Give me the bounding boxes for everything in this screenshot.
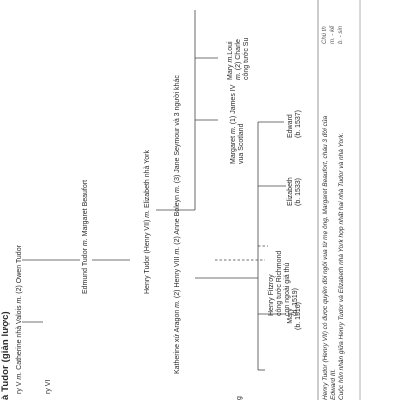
- fitzroy-note: con ngoài giá thú: [284, 262, 291, 316]
- marriage-symbol: m.: [144, 209, 151, 218]
- person-margaret-beaufort: Margaret Beaufort: [82, 179, 89, 237]
- person-charles-title: công tước Su: [243, 37, 250, 80]
- person-edmund-tudor: [82, 180, 90, 294]
- person-louis: Loui: [227, 41, 234, 55]
- person-henry-v: [16, 245, 24, 394]
- diagram-title: à Tudor (giản lược): [0, 311, 11, 400]
- marriage-symbol: m.: [174, 246, 181, 255]
- person-henry-viii: (2) Henry VIII: [174, 256, 181, 299]
- edward-birth: (b. 1537): [295, 109, 302, 138]
- person-jane-seymour-others: (3) Jane Seymour và 3 người khác: [174, 75, 181, 184]
- person-edmund-name: Edmund Tudor: [82, 248, 89, 294]
- person-mary-sister-name: Mary: [227, 64, 234, 80]
- person-elizabeth-york: Elizabeth nhà York: [144, 150, 151, 208]
- mary-name: Mary: [287, 308, 294, 324]
- elizabeth-birth: (b. 1533): [295, 177, 302, 206]
- marriage-symbol: m.: [82, 238, 89, 247]
- person-henry-viii-row: [174, 75, 182, 374]
- person-henry-vii: [144, 150, 152, 294]
- person-henry-v-name: ry V: [16, 381, 23, 394]
- marriage-symbol: m.: [235, 72, 242, 80]
- person-henry-vi: ry VI: [45, 379, 52, 394]
- legend-line-2: m. - kế: [330, 25, 336, 44]
- fitzroy-birth: (b. 1519): [292, 287, 299, 316]
- fitzroy-name: Henry Fitzroy: [268, 274, 275, 316]
- elizabeth-name: Elizabeth: [287, 177, 294, 206]
- legend-line-1: Chú th: [322, 26, 328, 44]
- marriage-symbol: m.: [174, 185, 181, 193]
- person-charles-brandon: (2) Charle: [235, 39, 242, 71]
- person-margaret: [230, 85, 246, 164]
- person-margaret-name: Margaret: [230, 135, 237, 164]
- marriage-symbol: m.: [230, 126, 237, 135]
- marriage-symbol: m.: [16, 295, 23, 304]
- person-owen-tudor: (2) Owen Tudor: [16, 245, 23, 294]
- edward-name: Edward: [287, 114, 294, 138]
- person-edward-vi: [287, 110, 303, 138]
- footnote-line-1: Henry Tudor (Henry VII) có được quyền đòi ngôi vua từ mẹ ông, Margaret Beaufort, cháu 3 đời của: [322, 115, 329, 400]
- fitzroy-title: công tước Richmond: [276, 250, 283, 316]
- marriage-symbol: m.: [16, 371, 23, 380]
- person-anne-boleyn: (2) Anne Boleyn: [174, 194, 181, 245]
- mary-birth: (b. 1516): [295, 301, 302, 330]
- edge-text-fragment: g: [236, 396, 243, 400]
- legend-line-3: b. - sin: [338, 25, 344, 44]
- person-james-iv: (1) James IV: [230, 84, 237, 125]
- person-elizabeth-i: [287, 177, 303, 206]
- person-james-iv-title: vua Scotland: [238, 123, 245, 164]
- marriage-symbol: m.: [174, 300, 181, 308]
- person-katherine-aragon: Katherine xứ Aragon: [174, 309, 181, 374]
- footnote-line-3: Cuộc hôn nhân giữa Henry Tudor và Elizabeth nhà York hợp nhất hai nhà Tudor và nhà York.: [338, 132, 345, 400]
- marriage-symbol: m.: [227, 54, 234, 63]
- person-mary-i: [287, 302, 303, 330]
- footnote-line-2: Edward III.: [330, 368, 337, 400]
- person-catherine-valois: Catherine nhà Valois: [16, 305, 23, 370]
- person-mary-tudor-queen-of-france: [227, 38, 251, 80]
- person-henry-vii-name: Henry Tudor (Henry VII): [144, 219, 151, 294]
